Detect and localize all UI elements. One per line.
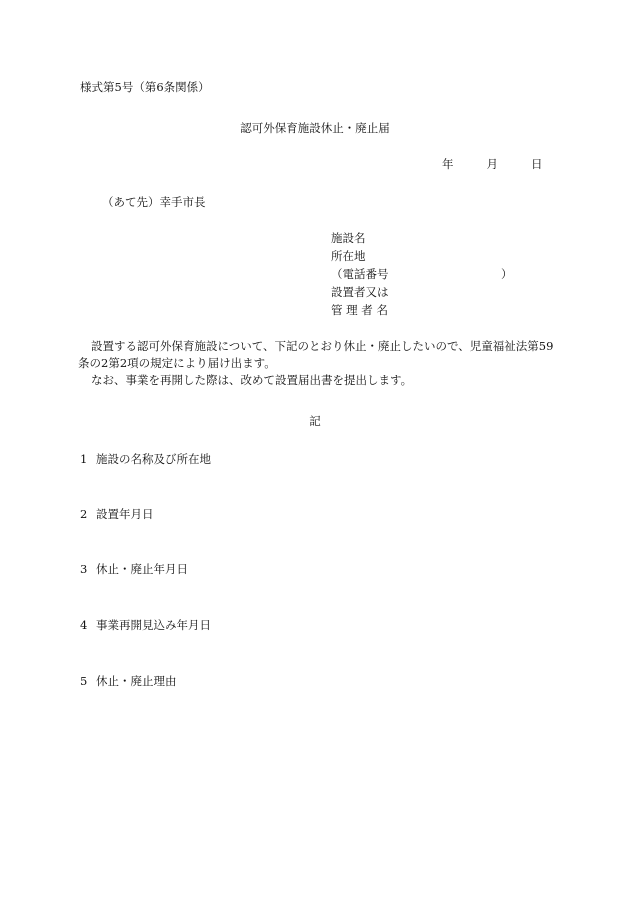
item-number: 5 — [80, 674, 88, 688]
applicant-block — [331, 229, 513, 319]
ki-heading: 記 — [309, 414, 321, 428]
phone-close-paren: ） — [501, 267, 513, 281]
phone-label: （電話番号 — [331, 267, 389, 281]
date-year-label: 年 — [442, 157, 454, 171]
list-item — [80, 452, 211, 466]
list-item — [80, 507, 154, 521]
address-label: 所在地 — [331, 249, 366, 263]
date-day-label: 日 — [531, 157, 543, 171]
item-number: 4 — [80, 618, 88, 632]
form-number: 様式第5号（第6条関係） — [80, 80, 210, 94]
manager-name-label: 管 理 者 名 — [331, 303, 388, 317]
document-title: 認可外保育施設休止・廃止届 — [240, 121, 390, 135]
body-paragraph-2: なお、事業を再開した際は、改めて設置届出書を提出します。 — [91, 373, 413, 387]
item-label: 事業再開見込み年月日 — [96, 618, 211, 632]
item-label: 設置年月日 — [96, 507, 154, 521]
body-text — [78, 338, 558, 389]
list-item — [80, 618, 211, 632]
addressee: （あて先）幸手市長 — [102, 195, 206, 209]
list-item — [80, 562, 188, 576]
installer-label: 設置者又は — [331, 285, 389, 299]
item-label: 休止・廃止年月日 — [96, 562, 188, 576]
phone-line — [331, 265, 513, 283]
item-number: 3 — [80, 562, 88, 576]
item-label: 休止・廃止理由 — [96, 674, 177, 688]
date-line — [442, 157, 543, 171]
list-item — [80, 674, 177, 688]
item-number: 1 — [80, 452, 88, 466]
body-paragraph-1: 設置する認可外保育施設について、下記のとおり休止・廃止したいので、児童福祉法第59条の2第2項の規定により届け出ます。 — [78, 339, 554, 370]
facility-name-label: 施設名 — [331, 231, 366, 245]
date-month-label: 月 — [486, 157, 498, 171]
item-label: 施設の名称及び所在地 — [96, 452, 211, 466]
item-number: 2 — [80, 507, 88, 521]
